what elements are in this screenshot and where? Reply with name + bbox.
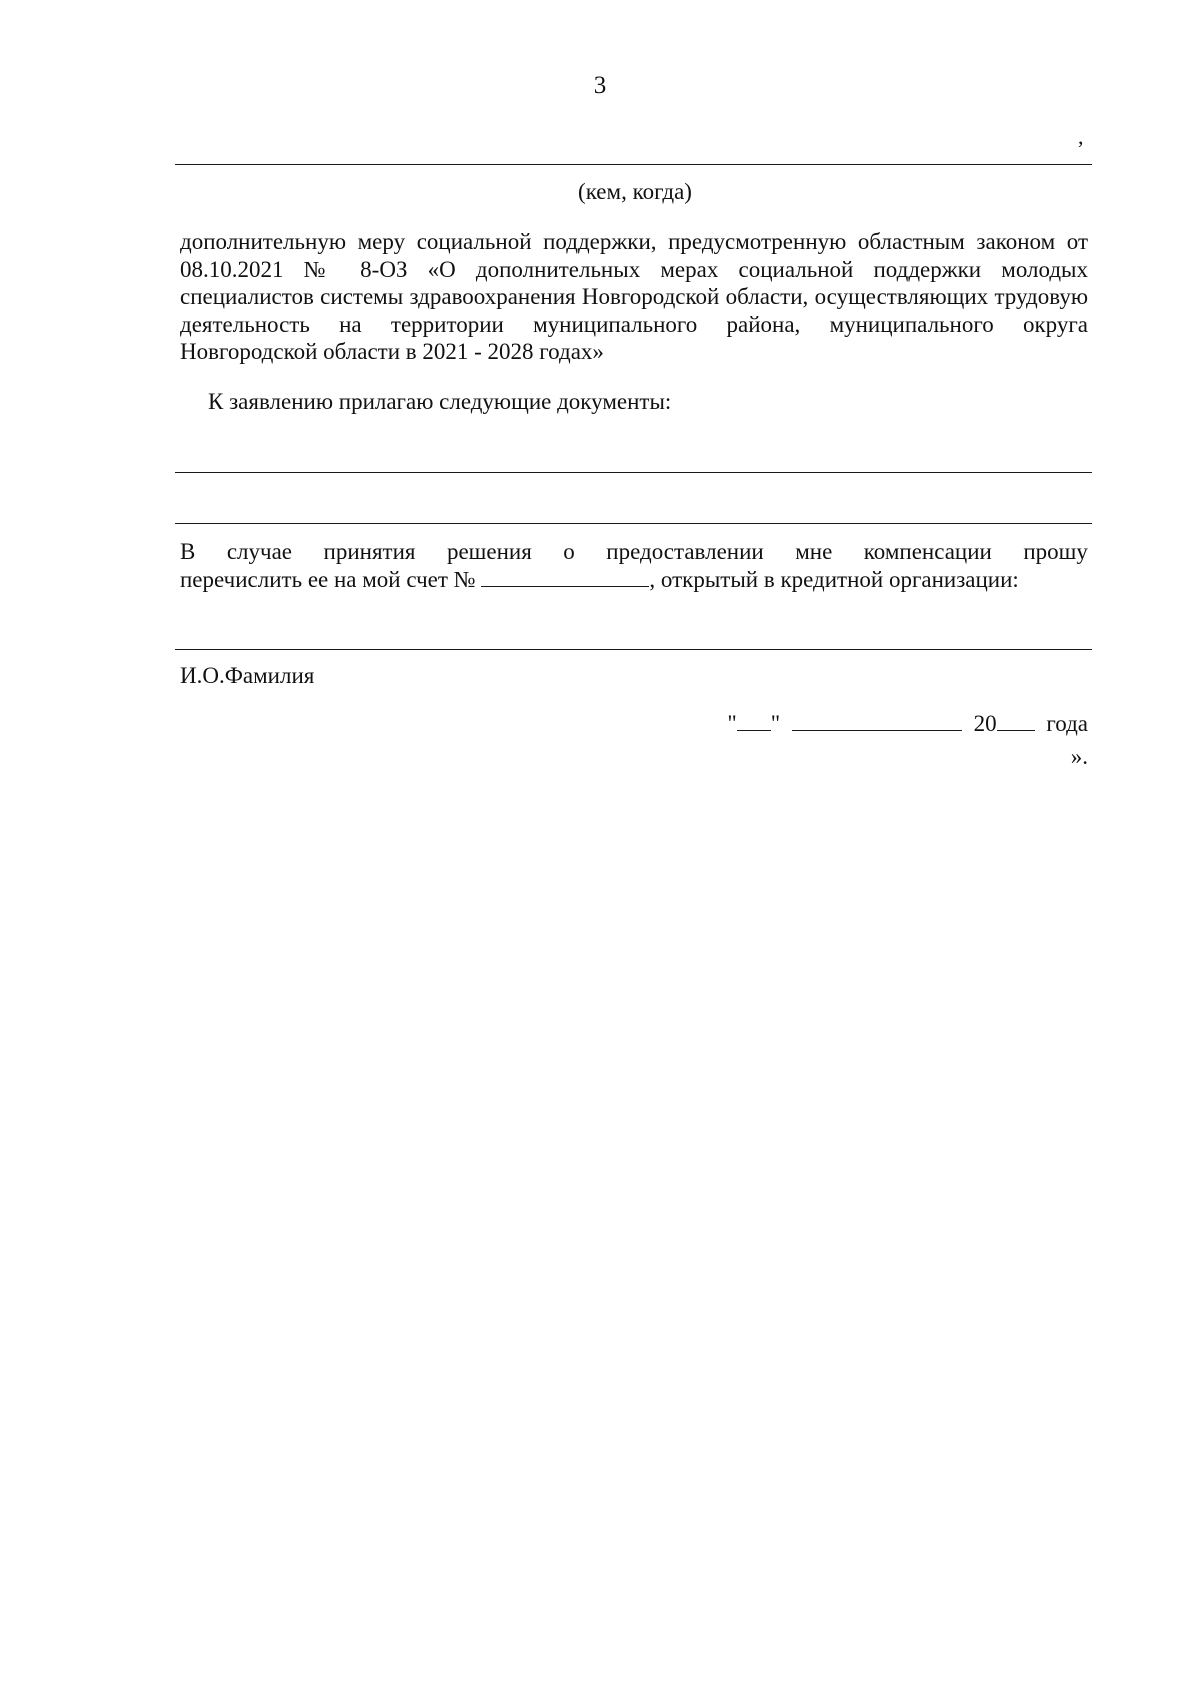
payment-request [180,538,1088,593]
day-blank [737,710,771,731]
request-word: компенсации [863,539,992,564]
bank-label: , открытый в кредитной организации: [649,566,1019,592]
signature-name: И.О.Фамилия [180,663,315,688]
date-line [727,710,1088,737]
issuer-caption: (кем, когда) [578,179,692,204]
attachments-label: К заявлению прилагаю следующие документы: [208,389,672,414]
top-comma-mark: , [1078,124,1084,149]
attachments-line-2 [175,523,1092,524]
request-word: мне [795,539,833,564]
request-word: принятия [323,539,416,564]
request-word: решения [446,539,532,564]
main-paragraph: дополнительную меру социальной поддержки, предусмотренную областным законом от 08.10.2021 № 8-ОЗ «О дополнительных мерах социальной поддержки молодых специалистов системы здравоохранения Новгородской области, осуществляющих трудовую деятельность на территории муниципального района, муниципального округа Новгородской области в 2021 - 2028 годах» [180,229,1088,364]
attachments-line-1 [175,472,1092,473]
payment-request-line-1 [180,538,1088,566]
closing-mark: ». [1070,744,1088,769]
year-word: года [1046,711,1088,736]
request-word: предоставлении [606,539,764,564]
payment-request-line-2 [180,566,1088,594]
account-number-blank [481,566,649,587]
request-word: прошу [1023,539,1088,564]
month-blank [792,710,962,731]
date-quote-close: " [770,711,781,736]
request-word: о [563,539,575,564]
request-word: В [180,539,196,564]
issuer-fill-line [175,164,1092,165]
page-number: 3 [593,72,607,99]
date-quote-open: " [727,711,737,736]
bank-fill-line [175,649,1092,650]
year-blank [997,710,1035,731]
request-word: случае [226,539,293,564]
account-label: перечислить ее на мой счет № [180,566,476,592]
year-prefix: 20 [973,711,997,736]
